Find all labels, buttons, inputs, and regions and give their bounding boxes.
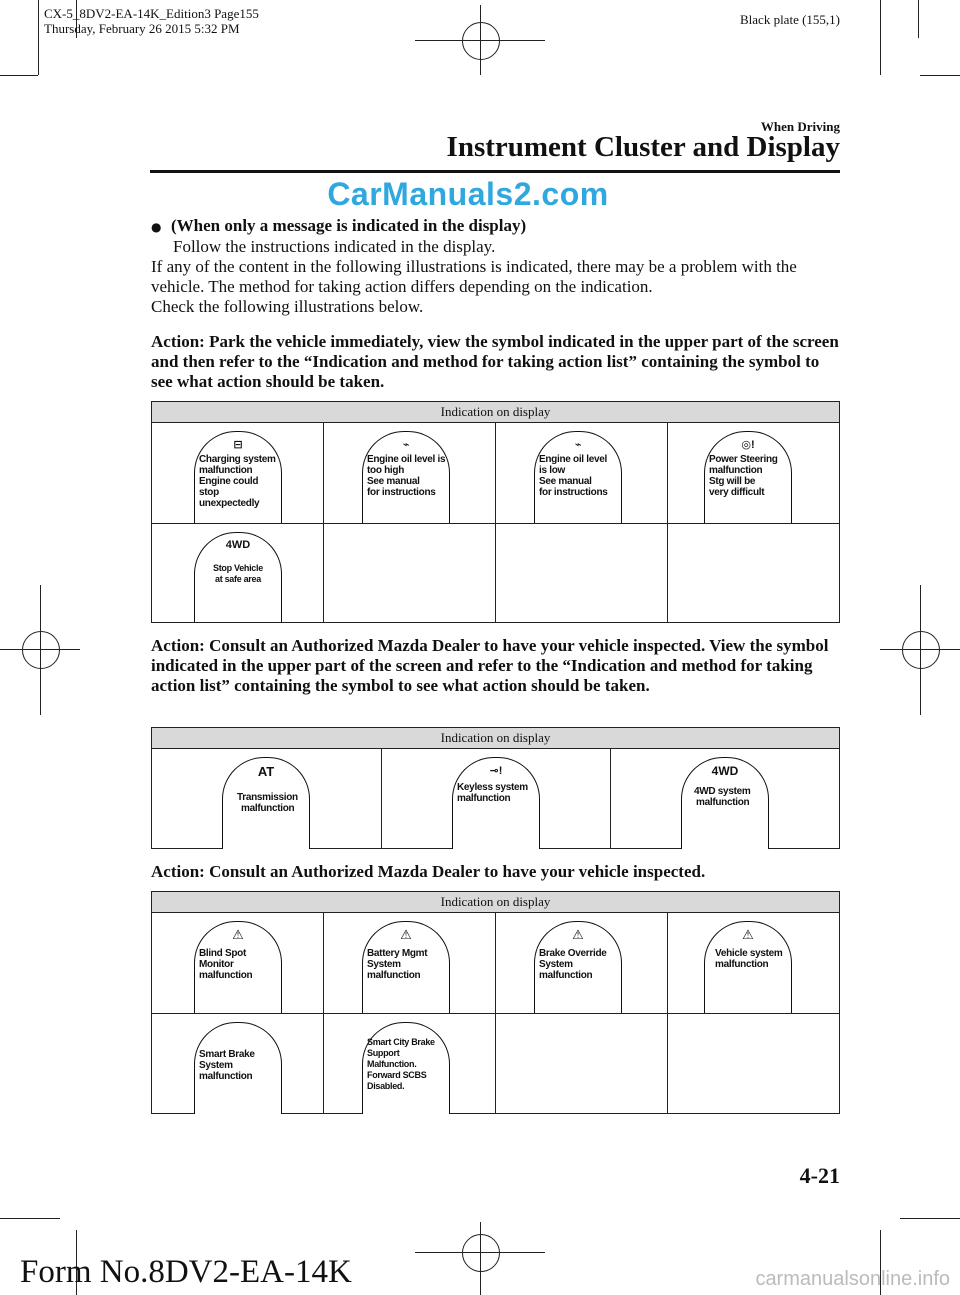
form-number: Form No.8DV2-EA-14K	[20, 1254, 352, 1290]
display-screen	[222, 757, 310, 849]
plate-label: Black plate (155,1)	[740, 12, 840, 27]
message-line: System malfunction	[539, 959, 593, 981]
display-screen	[362, 431, 450, 523]
action-heading-2: Action: Consult an Authorized Mazda Dealer to have your vehicle inspected. View the symbol indicated in the upper part of the screen and refer to the “Indication and method for taking action list” containing the symbol to see what action should be taken.	[151, 636, 829, 695]
display-message	[539, 948, 621, 981]
display-message	[457, 782, 528, 804]
display-message	[213, 563, 263, 585]
message-line: Smart Brake System	[199, 1049, 255, 1071]
crop-mark	[880, 0, 881, 75]
table-row	[152, 913, 839, 1014]
table-cell	[152, 749, 382, 849]
display-message	[367, 948, 449, 981]
oil-can-icon: ⌁	[574, 439, 582, 451]
display-message	[367, 1037, 449, 1092]
title-rule	[150, 170, 840, 173]
action-heading-1: Action: Park the vehicle immediately, view the symbol indicated in the upper part of the screen and then refer to the “Indication and method for taking action list” containing the symbol to see what action should be taken.	[151, 332, 839, 391]
message-line: malfunction	[709, 465, 763, 476]
message-line: Charging system	[199, 454, 276, 465]
table-cell	[611, 749, 839, 849]
oil-can-icon: ⌁	[402, 439, 410, 451]
registration-mark	[902, 631, 940, 669]
display-screen	[704, 431, 792, 523]
table-cell	[668, 423, 839, 523]
battery-icon: ⊟	[233, 439, 243, 451]
table-cell	[152, 1014, 324, 1114]
warning-triangle-icon: ⚠	[400, 928, 412, 943]
message-line: at safe area	[214, 574, 261, 584]
registration-mark	[22, 631, 60, 669]
crop-mark	[900, 1218, 960, 1219]
table-cell	[496, 1014, 668, 1114]
display-message	[694, 786, 750, 808]
message-line: Keyless system	[457, 782, 528, 793]
paragraph: If any of the content in the following illustrations is indicated, there may be a problem with the vehicle. The method for taking action differs depending on the indication.	[151, 257, 797, 296]
indication-table-3	[151, 891, 840, 1114]
warning-triangle-icon: ⚠	[742, 928, 754, 943]
table-cell	[668, 1014, 839, 1114]
message-line: malfunction	[696, 797, 750, 808]
source-watermark: carmanualsonline.info	[755, 1268, 950, 1290]
4wd-icon: 4WD	[711, 764, 739, 778]
message-line: malfunction	[199, 1071, 253, 1082]
table-cell	[668, 913, 839, 1013]
table-row	[152, 1014, 839, 1114]
message-line: Transmission	[237, 792, 298, 803]
intro-block	[151, 216, 841, 317]
print-meta-line2: Thursday, February 26 2015 5:32 PM	[44, 21, 240, 36]
bullet-heading-text: (When only a message is indicated in the display)	[171, 216, 527, 235]
table-cell	[496, 913, 668, 1013]
crop-mark	[38, 0, 39, 75]
message-line: Brake Override	[539, 948, 607, 959]
print-meta-line1: CX-5_8DV2-EA-14K_Edition3 Page155	[44, 6, 259, 21]
table-cell	[382, 749, 611, 849]
message-line: See manual	[367, 476, 420, 487]
message-line: See manual	[539, 476, 592, 487]
display-message	[367, 454, 445, 498]
registration-mark	[462, 1234, 500, 1272]
display-screen	[362, 1022, 450, 1114]
key-warning-icon: ⊸!	[489, 765, 503, 777]
4wd-icon: 4WD	[225, 539, 251, 551]
message-line: Engine could	[199, 476, 259, 487]
table-cell	[152, 913, 324, 1013]
display-message	[199, 948, 281, 981]
display-message	[539, 454, 608, 498]
message-line: Engine oil level is	[367, 454, 446, 465]
display-message	[199, 1049, 281, 1082]
display-screen	[194, 431, 282, 523]
table-cell	[496, 524, 668, 623]
display-message	[709, 454, 778, 498]
message-line: Smart City Brake	[367, 1037, 435, 1047]
message-line: Power Steering	[709, 454, 778, 465]
message-line: 4WD system	[694, 786, 751, 797]
page-number: 4-21	[799, 1163, 840, 1188]
message-line: Stg will be	[709, 476, 756, 487]
table-row	[152, 749, 839, 849]
crop-mark	[918, 0, 919, 38]
message-line: Vehicle system	[715, 948, 783, 959]
table-cell	[324, 913, 496, 1013]
display-screen	[534, 431, 622, 523]
message-line: for instructions	[367, 487, 436, 498]
display-screen	[194, 1022, 282, 1114]
display-screen	[704, 921, 792, 1013]
bullet-heading	[151, 216, 841, 237]
steering-warning-icon: ◎!	[741, 439, 755, 451]
message-line: malfunction	[241, 803, 295, 814]
message-line: Disabled.	[367, 1081, 405, 1091]
table-cell	[152, 524, 324, 623]
message-line: for instructions	[539, 487, 608, 498]
message-line: malfunction	[199, 465, 253, 476]
paragraph: Check the following illustrations below.	[151, 297, 424, 316]
chapter-label: When Driving	[760, 119, 840, 134]
indication-table-1	[151, 401, 840, 623]
display-screen	[681, 757, 769, 849]
message-line: Support Malfunction.	[367, 1048, 417, 1069]
display-screen	[194, 532, 282, 622]
warning-triangle-icon: ⚠	[232, 928, 244, 943]
bullet-text: Follow the instructions indicated in the display.	[173, 237, 496, 256]
display-screen	[194, 921, 282, 1013]
display-message	[199, 454, 281, 509]
message-line: Stop Vehicle	[213, 563, 263, 573]
message-line: too high	[367, 465, 405, 476]
table-cell	[152, 423, 324, 523]
table-row	[152, 423, 839, 524]
bullet-icon: ●	[151, 220, 162, 234]
table-header: Indication on display	[152, 402, 839, 423]
display-screen	[534, 921, 622, 1013]
warning-triangle-icon: ⚠	[572, 928, 584, 943]
indication-table-2	[151, 727, 840, 849]
crop-mark	[920, 75, 960, 76]
message-line: malfunction	[715, 959, 769, 970]
crop-mark	[0, 75, 38, 76]
table-header: Indication on display	[152, 892, 839, 913]
table-cell	[324, 524, 496, 623]
print-meta	[44, 6, 259, 36]
display-message	[237, 792, 298, 814]
display-screen	[452, 757, 540, 849]
message-line: Forward SCBS	[367, 1070, 427, 1080]
message-line: very difficult	[709, 487, 765, 498]
at-icon: AT	[257, 764, 275, 779]
table-row	[152, 524, 839, 623]
action-heading-3: Action: Consult an Authorized Mazda Dealer to have your vehicle inspected.	[151, 862, 706, 881]
message-line: Engine oil level	[539, 454, 607, 465]
table-cell	[324, 423, 496, 523]
message-line: malfunction	[199, 970, 253, 981]
registration-mark	[462, 22, 500, 60]
message-line: stop unexpectedly	[199, 487, 260, 509]
message-line: is low	[539, 465, 565, 476]
message-line: System malfunction	[367, 959, 421, 981]
table-header: Indication on display	[152, 728, 839, 749]
message-line: Blind Spot Monitor	[199, 948, 246, 970]
display-message	[715, 948, 783, 970]
message-line: malfunction	[457, 793, 511, 804]
table-cell	[496, 423, 668, 523]
table-cell	[668, 524, 839, 623]
table-cell	[324, 1014, 496, 1114]
crop-mark	[0, 1218, 60, 1219]
watermark-logo: CarManuals2.com	[327, 176, 609, 212]
display-screen	[362, 921, 450, 1013]
message-line: Battery Mgmt	[367, 948, 428, 959]
page-title: Instrument Cluster and Display	[446, 131, 840, 163]
